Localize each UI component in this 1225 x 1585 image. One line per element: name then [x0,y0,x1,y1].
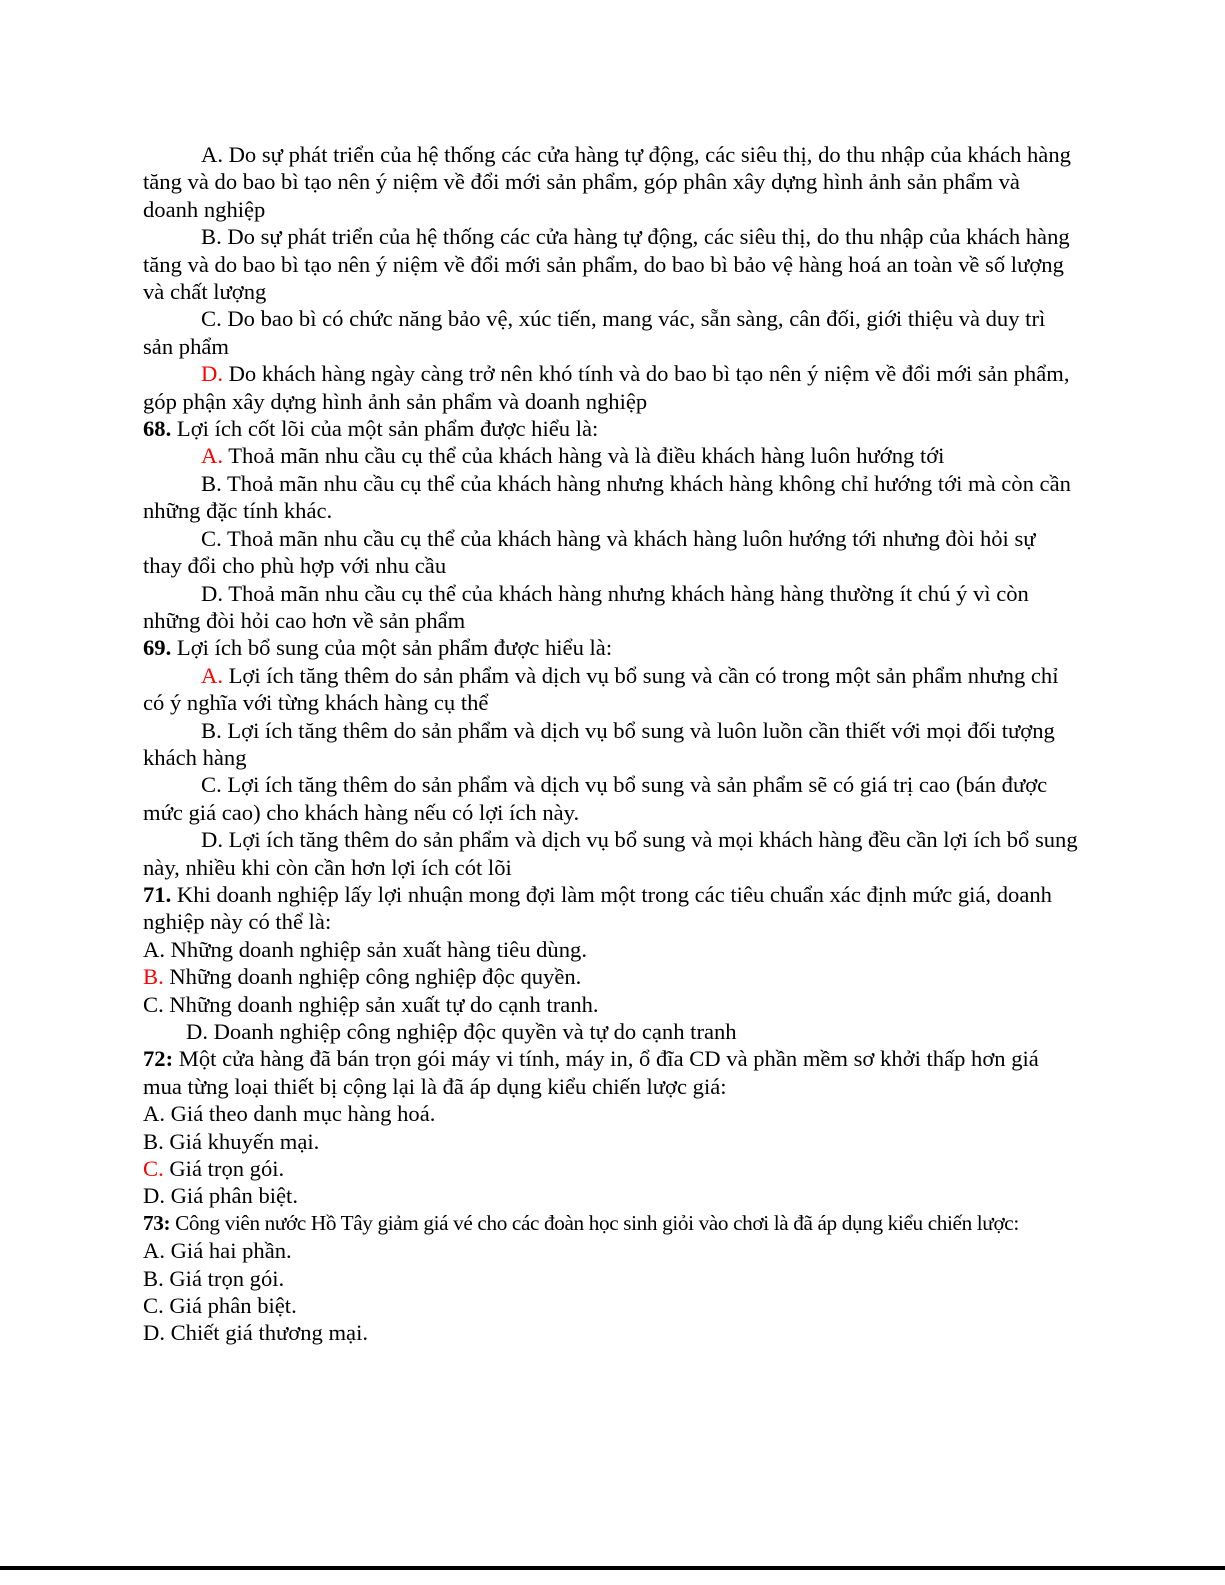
option-a [143,141,1078,223]
option-text: Do khách hàng ngày càng trở nên khó tính và do bao bì tạo nên ý niệm về đổi mới sản phẩm, góp phận xây dựng hình ảnh sản phẩm và doanh nghiệp [143,361,1070,414]
option-letter: C. [201,306,222,332]
option-text: Lợi ích tăng thêm do sản phẩm và dịch vụ bổ sung và cần có trong một sản phẩm nhưng chỉ có ý nghĩa với từng khách hàng cụ thể [143,662,1059,716]
option-a [143,936,1078,963]
option-text: Giá hai phần. [164,1238,292,1264]
option-text: Giá phân biệt. [163,1293,297,1319]
option-b [143,470,1078,525]
option-letter: A. [143,1101,165,1127]
option-d-correct [143,360,1078,415]
option-text: Giá phân biệt. [164,1183,298,1209]
option-text: Những doanh nghiệp sản xuất tự do cạnh tranh. [163,991,599,1017]
correct-answer-letter: B. [143,964,164,990]
option-letter: C. [201,772,222,798]
option-text: Thoả mãn nhu cầu cụ thể của khách hàng và là điều khách hàng luôn hướng tới [222,443,945,469]
option-b [143,1265,1078,1292]
question-68 [143,415,1078,442]
option-text: Lợi ích tăng thêm do sản phẩm và dịch vụ bổ sung và sản phẩm sẽ có giá trị cao (bán được mức giá cao) cho khách hàng nếu có lợi ích này. [143,772,1048,825]
option-letter: C. [143,1293,164,1319]
option-a [143,1237,1078,1264]
option-text: Do sự phát triển của hệ thống các cửa hàng tự động, các siêu thị, do thu nhập của khách hàng tăng và do bao bì tạo nên ý niệm về đổi mới sản phẩm, do bao bì bảo vệ hàng hoá an toàn về số lượng và chất lượng [143,224,1070,305]
option-letter: B. [143,1265,164,1291]
option-c [143,525,1078,580]
option-letter: D. [201,580,223,606]
question-text: Công viên nước Hồ Tây giảm giá vé cho các đoàn học sinh giỏi vào chơi là đã áp dụng kiểu chiến lược: [170,1210,1019,1235]
option-letter: D. [143,1183,165,1209]
option-a-correct [143,442,1078,469]
option-d [143,1319,1078,1346]
option-letter: B. [201,470,222,496]
option-letter: B. [201,224,222,250]
option-letter: D. [143,1320,165,1346]
correct-answer-letter: C. [143,1156,164,1182]
option-text: Doanh nghiệp công nghiệp độc quyền và tự do cạnh tranh [207,1019,737,1044]
option-text: Giá trọn gói. [163,1156,285,1182]
question-69 [143,634,1078,661]
question-number: 72: [143,1046,174,1072]
option-text: Giá trọn gói. [163,1265,285,1291]
option-d [143,1182,1078,1209]
option-d [143,826,1078,881]
correct-answer-letter: A. [201,662,223,688]
option-text: Thoả mãn nhu cầu cụ thể của khách hàng nhưng khách hàng không chỉ hướng tới mà còn cần những đặc tính khác. [143,470,1071,524]
option-letter: D. [201,827,223,853]
option-d [143,1018,1078,1045]
correct-answer-letter: A. [201,443,223,469]
option-a-correct [143,662,1078,717]
question-number: 73: [143,1210,171,1235]
question-text: Khi doanh nghiệp lấy lợi nhuận mong đợi làm một trong các tiêu chuẩn xác định mức giá, doanh nghiệp này có thể là: [143,881,1052,935]
option-letter: B. [201,717,222,743]
option-text: Những doanh nghiệp sản xuất hàng tiêu dùng. [164,936,587,962]
option-text: Chiết giá thương mại. [164,1320,369,1346]
question-number: 71. [143,881,172,907]
question-number: 68. [143,416,172,442]
option-letter: B. [143,1128,164,1154]
option-text: Lợi ích tăng thêm do sản phẩm và dịch vụ bổ sung và luôn luồn cần thiết với mọi đối tượng khách hàng [143,717,1055,770]
option-c [143,1292,1078,1319]
document-page [143,141,1078,1347]
option-c [143,991,1078,1018]
option-letter: D. [186,1019,208,1044]
option-c [143,771,1078,826]
question-text: Lợi ích bổ sung của một sản phẩm được hiểu là: [171,635,613,661]
option-letter: A. [201,142,223,167]
option-b-correct [143,963,1078,990]
option-c-correct [143,1155,1078,1182]
option-text: Do bao bì có chức năng bảo vệ, xúc tiến, mang vác, sẵn sàng, cân đối, giới thiệu và duy trì sản phẩm [143,306,1046,359]
option-text: Thoả mãn nhu cầu cụ thể của khách hàng và khách hàng luôn hướng tới nhưng đòi hỏi sự thay đổi cho phù hợp với nhu cầu [143,525,1036,579]
option-text: Do sự phát triển của hệ thống các cửa hàng tự động, các siêu thị, do thu nhập của khách hàng tăng và do bao bì tạo nên ý niệm về đổi mới sản phẩm, góp phân xây dựng hình ảnh sản phẩm và doanh nghiệp [143,142,1071,222]
question-71 [143,881,1078,936]
question-72 [143,1045,1078,1100]
option-text: Những doanh nghiệp công nghiệp độc quyền. [163,964,582,990]
option-letter: A. [143,936,165,962]
option-a [143,1100,1078,1127]
correct-answer-letter: D. [201,361,223,387]
option-b [143,223,1078,305]
question-text: Lợi ích cốt lõi của một sản phẩm được hiểu là: [171,416,599,442]
option-b [143,717,1078,772]
option-text: Thoả mãn nhu cầu cụ thể của khách hàng nhưng khách hàng hàng thường ít chú ý vì còn những đòi hỏi cao hơn về sản phẩm [143,580,1029,633]
option-text: Giá theo danh mục hàng hoá. [164,1101,436,1127]
question-73 [143,1210,1078,1237]
option-text: Lợi ích tăng thêm do sản phẩm và dịch vụ bổ sung và mọi khách hàng đều cần lợi ích bổ sung này, nhiều khi còn cần hơn lợi ích cót lõi [143,827,1078,880]
page-bottom-rule [0,1566,1225,1570]
option-d [143,580,1078,635]
question-number: 69. [143,635,172,661]
option-text: Giá khuyến mại. [163,1128,320,1154]
option-letter: C. [201,525,222,551]
option-c [143,305,1078,360]
option-letter: C. [143,991,164,1017]
option-letter: A. [143,1238,165,1264]
question-text: Một cửa hàng đã bán trọn gói máy vi tính, máy in, ổ đĩa CD và phần mềm sơ khởi thấp hơn giá mua từng loại thiết bị cộng lại là đã áp dụng kiểu chiến lược giá: [143,1046,1039,1099]
option-b [143,1128,1078,1155]
